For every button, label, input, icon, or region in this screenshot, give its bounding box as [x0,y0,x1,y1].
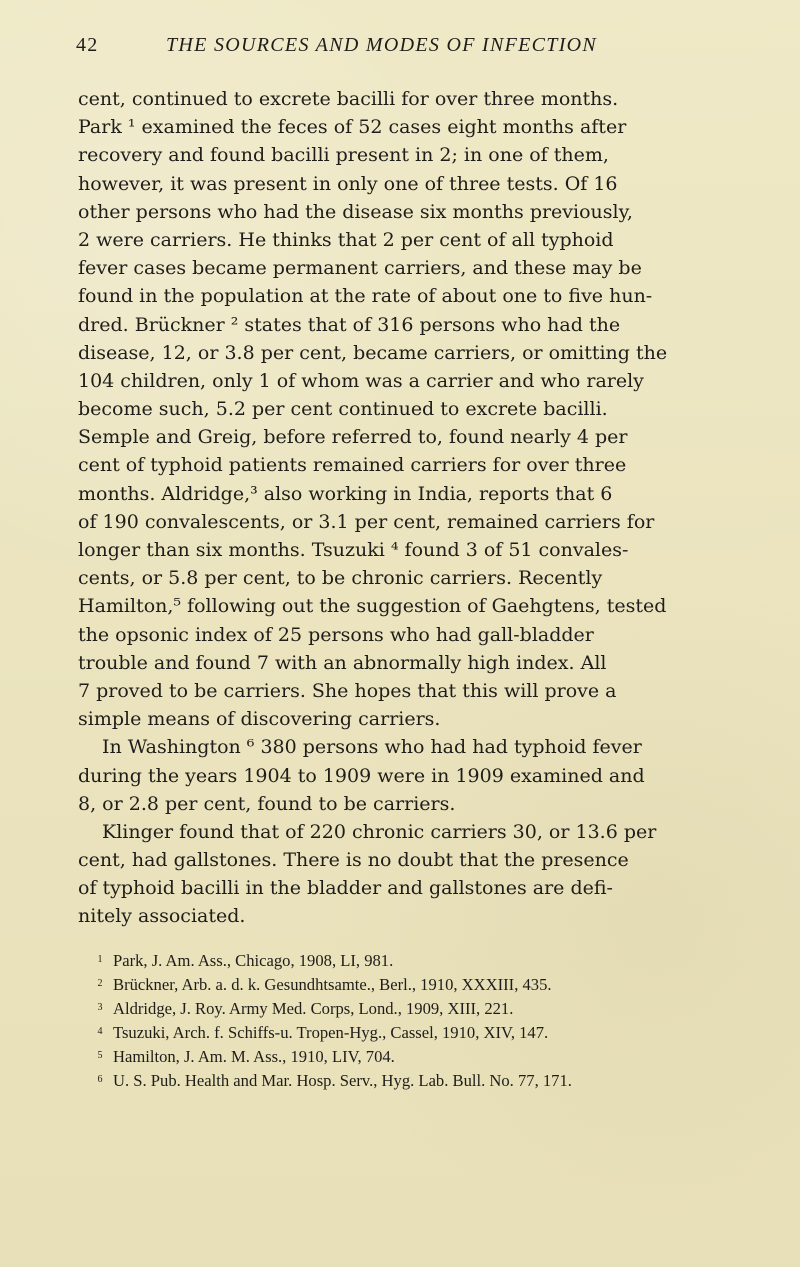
body-line-28: cent, had gallstones. There is no doubt that the presence [78,849,629,872]
footnote-4 [96,1021,736,1045]
footnote-marker: 1 [97,954,103,965]
footnote-5 [96,1045,736,1069]
body-line-11: 104 children, only 1 of whom was a carrier and who rarely [78,369,644,392]
body-line-25: during the years 1904 to 1909 were in 1909 examined and [78,764,645,787]
footnote-marker: 4 [97,1026,103,1037]
body-line-13: Semple and Greig, before referred to, found nearly 4 per [78,426,628,449]
body-text [78,85,732,931]
body-line-12: become such, 5.2 per cent continued to excrete bacilli. [78,398,608,421]
body-line-14: cent of typhoid patients remained carriers for over three [78,454,627,477]
body-line-23: simple means of discovering carriers. [78,708,441,731]
body-line-4: however, it was present in only one of three tests. Of 16 [78,172,618,195]
body-line-18: cents, or 5.8 per cent, to be chronic carriers. Recently [78,567,603,590]
body-line-9: dred. Brückner ² states that of 316 persons who had the [78,313,621,336]
footnote-marker: 2 [97,978,103,989]
footnote-6 [96,1069,736,1093]
footnote-1 [96,949,736,973]
footnote-text: Brückner, Arb. a. d. k. Gesundhtsamte., Berl., 1910, XXXIII, 435. [113,975,552,994]
footnote-text: Park, J. Am. Ass., Chicago, 1908, LI, 981. [113,951,394,970]
body-line-2: Park ¹ examined the feces of 52 cases eight months after [78,116,627,139]
footnotes [96,949,736,1093]
body-line-20: the opsonic index of 25 persons who had gall-bladder [78,623,594,646]
body-line-6: 2 were carriers. He thinks that 2 per cent of all typhoid [78,228,614,251]
footnote-marker: 6 [97,1074,103,1085]
footnote-text: Tsuzuki, Arch. f. Schiffs-u. Tropen-Hyg., Cassel, 1910, XIV, 147. [113,1023,549,1042]
body-line-27: Klinger found that of 220 chronic carriers 30, or 13.6 per [102,820,657,843]
body-line-10: disease, 12, or 3.8 per cent, became carriers, or omitting the [78,341,668,364]
footnote-3 [96,997,736,1021]
body-line-26: 8, or 2.8 per cent, found to be carriers. [78,792,456,815]
body-line-30: nitely associated. [78,905,246,928]
body-line-1: cent, continued to excrete bacilli for over three months. [78,88,619,110]
body-line-7: fever cases became permanent carriers, and these may be [78,257,642,280]
body-line-24: In Washington ⁶ 380 persons who had had typhoid fever [102,736,642,759]
body-line-16: of 190 convalescents, or 3.1 per cent, remained carriers for [78,510,655,533]
body-line-22: 7 proved to be carriers. She hopes that this will prove a [78,679,617,702]
body-line-5: other persons who had the disease six months previously, [78,200,633,223]
body-line-3: recovery and found bacilli present in 2; in one of them, [78,144,609,167]
footnote-marker: 5 [97,1050,103,1061]
footnote-2 [96,973,736,997]
footnote-marker: 3 [97,1002,103,1013]
body-line-8: found in the population at the rate of about one to five hun- [78,285,653,308]
footnote-text: Aldridge, J. Roy. Army Med. Corps, Lond., 1909, XIII, 221. [113,999,514,1018]
body-line-19: Hamilton,⁵ following out the suggestion of Gaehgtens, tested [78,595,667,618]
body-line-29: of typhoid bacilli in the bladder and gallstones are defi- [78,877,613,900]
page-number: 42 [76,34,99,56]
running-title: THE SOURCES AND MODES OF INFECTION [166,34,598,56]
footnote-text: U. S. Pub. Health and Mar. Hosp. Serv., Hyg. Lab. Bull. No. 77, 171. [113,1071,572,1090]
body-line-17: longer than six months. Tsuzuki ⁴ found 3 of 51 convales- [78,539,629,561]
body-line-15: months. Aldridge,³ also working in India, reports that 6 [78,482,613,505]
page-header [76,28,726,62]
body-line-21: trouble and found 7 with an abnormally high index. All [78,651,607,674]
footnote-text: Hamilton, J. Am. M. Ass., 1910, LIV, 704. [113,1047,395,1066]
